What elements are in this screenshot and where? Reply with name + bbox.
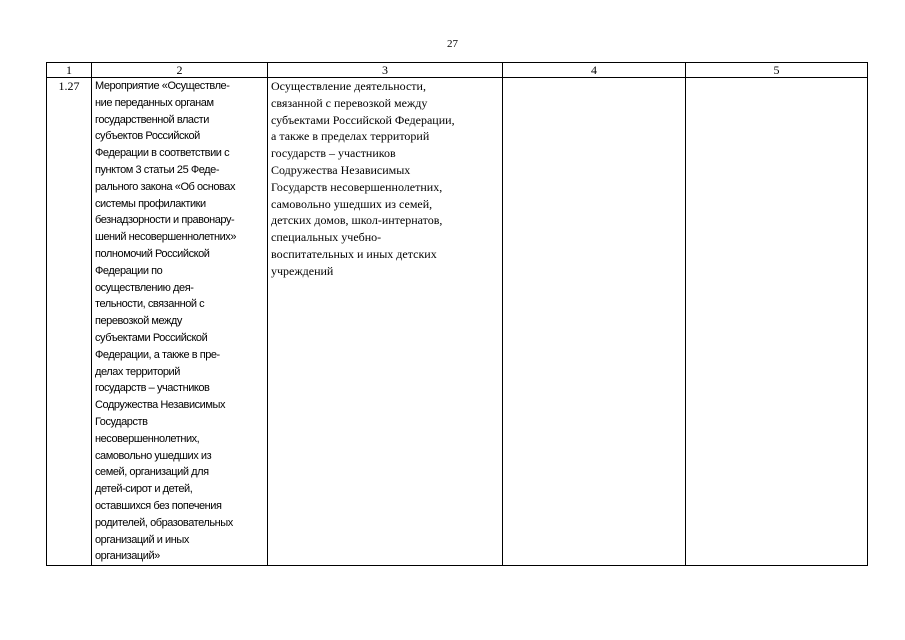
page-number: 27 [447, 38, 458, 50]
header-col-5: 5 [686, 63, 868, 78]
header-row [47, 63, 868, 78]
header-col-2: 2 [92, 63, 268, 78]
table-row [47, 78, 868, 566]
cell-col-4 [503, 78, 686, 566]
row-number: 1.27 [47, 78, 92, 566]
header-col-3: 3 [268, 63, 503, 78]
measure-title: Мероприятие «Осуществле- ние переданных органам государственной власти субъектов Российской Федерации в соответствии с пунктом 3 статьи 25 Феде- рального закона «Об основах системы профилактики безнадзорности и правонару- шений несовершеннолетних» полномочий Российской Федерации по осуществлению дея- тельности, связанной с перевозкой между субъектами Российской Федерации, а также в пре- делах территорий государств – участников Содружества Независимых Государств несовершеннолетних, самовольно ушедших из семей, организаций для детей-сирот и детей, оставшихся без попечения родителей, образовательных организаций и иных организаций» [92, 78, 268, 566]
measure-description: Осуществление деятельности, связанной с перевозкой между субъектами Российской Федерации, а также в пределах территорий государств – участников Содружества Независимых Государств несовершеннолетних, самовольно ушедших из семей, детских домов, школ-интернатов, специальных учебно- воспитательных и иных детских учреждений [268, 78, 503, 566]
cell-col-5 [686, 78, 868, 566]
header-col-1: 1 [47, 63, 92, 78]
measures-table [46, 62, 868, 566]
header-col-4: 4 [503, 63, 686, 78]
